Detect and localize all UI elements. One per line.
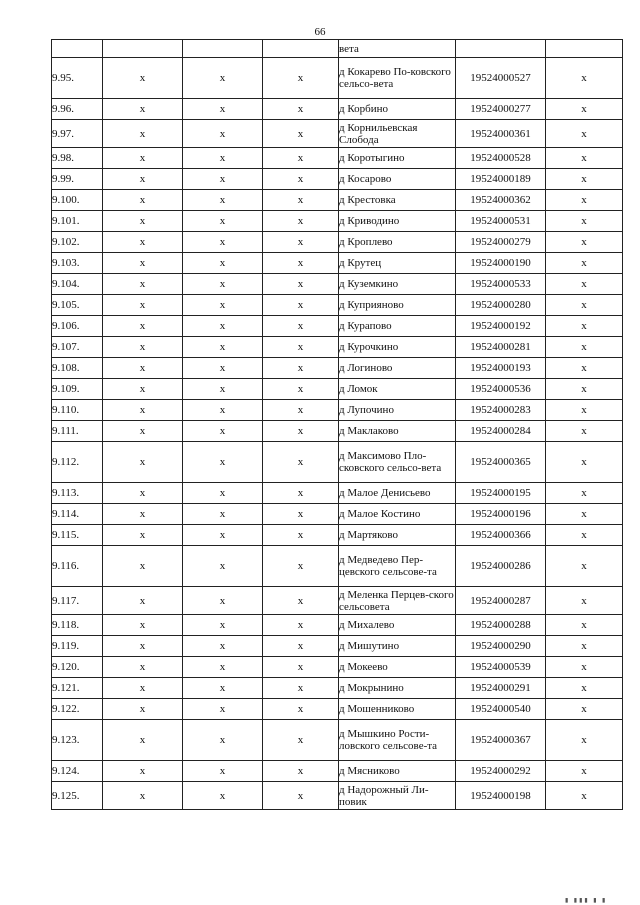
cell-mark: x xyxy=(263,525,339,546)
cell-code: 19524000292 xyxy=(456,761,546,782)
table-row xyxy=(52,274,623,295)
cell-number: 9.114. xyxy=(52,504,103,525)
cell-number: 9.98. xyxy=(52,148,103,169)
cell-number: 9.100. xyxy=(52,190,103,211)
cell-code: 19524000365 xyxy=(456,442,546,483)
cell-code: 19524000536 xyxy=(456,379,546,400)
cell-mark: x xyxy=(263,211,339,232)
cell-mark: x xyxy=(263,761,339,782)
cell-code: 19524000291 xyxy=(456,678,546,699)
cell-name: д Крутец xyxy=(339,253,456,274)
cell-number: 9.105. xyxy=(52,295,103,316)
cell-name: д Логиново xyxy=(339,358,456,379)
continuation-row xyxy=(52,40,623,58)
cell-mark: x xyxy=(103,525,183,546)
cell-mark: x xyxy=(183,699,263,720)
cell-code: 19524000527 xyxy=(456,58,546,99)
table-body xyxy=(52,40,623,810)
cell-mark: x xyxy=(183,379,263,400)
cell-number: 9.119. xyxy=(52,636,103,657)
table-row xyxy=(52,400,623,421)
cell-mark: x xyxy=(183,274,263,295)
cell-number: 9.108. xyxy=(52,358,103,379)
cell-code: 19524000277 xyxy=(456,99,546,120)
cell-mark: x xyxy=(546,504,623,525)
table-row xyxy=(52,358,623,379)
cell-number: 9.118. xyxy=(52,615,103,636)
settlements-table xyxy=(51,39,623,810)
cell-mark: x xyxy=(546,274,623,295)
cell-mark: x xyxy=(263,316,339,337)
cell-empty xyxy=(546,40,623,58)
cell-mark: x xyxy=(103,546,183,587)
cell-mark: x xyxy=(183,358,263,379)
cell-code: 19524000539 xyxy=(456,657,546,678)
cell-mark: x xyxy=(263,442,339,483)
cell-code: 19524000190 xyxy=(456,253,546,274)
cell-name: д Корбино xyxy=(339,99,456,120)
cell-empty xyxy=(456,40,546,58)
cell-code: 19524000367 xyxy=(456,720,546,761)
cell-code: 19524000198 xyxy=(456,782,546,810)
cell-mark: x xyxy=(263,699,339,720)
cell-name: д Медведево Пер-цевского сельсове-та xyxy=(339,546,456,587)
cell-code: 19524000284 xyxy=(456,421,546,442)
cell-mark: x xyxy=(103,148,183,169)
cell-code: 19524000531 xyxy=(456,211,546,232)
cell-empty xyxy=(263,40,339,58)
cell-mark: x xyxy=(263,337,339,358)
cell-mark: x xyxy=(546,190,623,211)
cell-mark: x xyxy=(103,211,183,232)
cell-number: 9.97. xyxy=(52,120,103,148)
cell-mark: x xyxy=(546,678,623,699)
cell-code: 19524000283 xyxy=(456,400,546,421)
cell-name: д Кроплево xyxy=(339,232,456,253)
cell-mark: x xyxy=(546,120,623,148)
cell-number: 9.110. xyxy=(52,400,103,421)
cell-mark: x xyxy=(546,316,623,337)
cell-mark: x xyxy=(103,169,183,190)
cell-mark: x xyxy=(103,761,183,782)
table-row xyxy=(52,546,623,587)
cell-code: 19524000528 xyxy=(456,148,546,169)
cell-mark: x xyxy=(183,337,263,358)
cell-mark: x xyxy=(263,546,339,587)
cell-code: 19524000192 xyxy=(456,316,546,337)
cell-empty xyxy=(52,40,103,58)
cell-mark: x xyxy=(546,148,623,169)
cell-mark: x xyxy=(263,169,339,190)
cell-mark: x xyxy=(263,232,339,253)
cell-empty xyxy=(183,40,263,58)
cell-mark: x xyxy=(103,400,183,421)
cell-mark: x xyxy=(546,442,623,483)
cell-number: 9.125. xyxy=(52,782,103,810)
cell-mark: x xyxy=(263,58,339,99)
cell-mark: x xyxy=(183,400,263,421)
cell-mark: x xyxy=(103,295,183,316)
cell-mark: x xyxy=(103,720,183,761)
table-row xyxy=(52,337,623,358)
cell-mark: x xyxy=(546,525,623,546)
page-number: 66 xyxy=(314,26,326,38)
cell-name: д Курочкино xyxy=(339,337,456,358)
table-row xyxy=(52,421,623,442)
cell-mark: x xyxy=(546,636,623,657)
cell-name: д Курапово xyxy=(339,316,456,337)
cell-mark: x xyxy=(546,211,623,232)
cell-mark: x xyxy=(183,211,263,232)
cell-name: д Корнильевская Слобода xyxy=(339,120,456,148)
cell-number: 9.122. xyxy=(52,699,103,720)
cell-mark: x xyxy=(103,274,183,295)
cell-mark: x xyxy=(183,657,263,678)
table-row xyxy=(52,253,623,274)
cell-name: д Мартяково xyxy=(339,525,456,546)
cell-mark: x xyxy=(103,99,183,120)
cell-code: 19524000533 xyxy=(456,274,546,295)
cell-mark: x xyxy=(263,483,339,504)
cell-mark: x xyxy=(183,615,263,636)
cell-number: 9.120. xyxy=(52,657,103,678)
cell-mark: x xyxy=(546,232,623,253)
cell-mark: x xyxy=(103,442,183,483)
cell-name: д Малое Костино xyxy=(339,504,456,525)
table-row xyxy=(52,99,623,120)
cell-mark: x xyxy=(103,615,183,636)
cell-mark: x xyxy=(263,120,339,148)
cell-number: 9.99. xyxy=(52,169,103,190)
cell-number: 9.124. xyxy=(52,761,103,782)
cell-number: 9.106. xyxy=(52,316,103,337)
cell-mark: x xyxy=(263,148,339,169)
cell-mark: x xyxy=(263,636,339,657)
cell-mark: x xyxy=(183,421,263,442)
cell-mark: x xyxy=(263,615,339,636)
table-row xyxy=(52,525,623,546)
cell-mark: x xyxy=(183,190,263,211)
cell-mark: x xyxy=(183,148,263,169)
cell-mark: x xyxy=(546,761,623,782)
cell-mark: x xyxy=(546,615,623,636)
table-row xyxy=(52,190,623,211)
cell-mark: x xyxy=(263,587,339,615)
cell-mark: x xyxy=(183,483,263,504)
cell-name: д Куприяново xyxy=(339,295,456,316)
cell-name: д Надорожный Ли-повик xyxy=(339,782,456,810)
cell-mark: x xyxy=(546,379,623,400)
cell-name: д Мишутино xyxy=(339,636,456,657)
cell-code: 19524000366 xyxy=(456,525,546,546)
cell-mark: x xyxy=(183,636,263,657)
cell-name: д Ломок xyxy=(339,379,456,400)
cell-mark: x xyxy=(263,358,339,379)
cell-mark: x xyxy=(546,253,623,274)
cell-code: 19524000196 xyxy=(456,504,546,525)
cell-code: 19524000286 xyxy=(456,546,546,587)
cell-mark: x xyxy=(183,120,263,148)
cell-name: д Коротыгино xyxy=(339,148,456,169)
cell-mark: x xyxy=(183,316,263,337)
cell-name: д Малое Денисьево xyxy=(339,483,456,504)
cell-mark: x xyxy=(546,720,623,761)
cell-mark: x xyxy=(103,504,183,525)
cell-code: 19524000288 xyxy=(456,615,546,636)
cell-mark: x xyxy=(546,58,623,99)
cell-mark: x xyxy=(183,58,263,99)
table-row xyxy=(52,379,623,400)
cell-mark: x xyxy=(103,337,183,358)
table-row xyxy=(52,615,623,636)
cell-mark: x xyxy=(263,421,339,442)
cell-mark: x xyxy=(103,58,183,99)
cell-name: д Криводино xyxy=(339,211,456,232)
cell-code: 19524000279 xyxy=(456,232,546,253)
cell-name: д Мошенниково xyxy=(339,699,456,720)
cell-mark: x xyxy=(183,504,263,525)
cell-number: 9.115. xyxy=(52,525,103,546)
cell-number: 9.113. xyxy=(52,483,103,504)
cell-mark: x xyxy=(546,546,623,587)
cell-code: 19524000189 xyxy=(456,169,546,190)
table-row xyxy=(52,483,623,504)
cell-code: 19524000287 xyxy=(456,587,546,615)
table-row xyxy=(52,316,623,337)
cell-mark: x xyxy=(263,678,339,699)
table-row xyxy=(52,587,623,615)
cell-mark: x xyxy=(546,657,623,678)
cell-mark: x xyxy=(546,587,623,615)
cell-name: д Меленка Перцев-ского сельсовета xyxy=(339,588,454,613)
cell-mark: x xyxy=(183,761,263,782)
cell-mark: x xyxy=(183,525,263,546)
cell-number: 9.112. xyxy=(52,442,103,483)
cell-mark: x xyxy=(183,253,263,274)
cell-code: 19524000280 xyxy=(456,295,546,316)
cell-name: д Мышкино Рости-ловского сельсове-та xyxy=(339,720,456,761)
cell-name: д Максимово Пло-сковского сельсо-вета xyxy=(339,442,456,483)
cell-mark: x xyxy=(546,169,623,190)
cell-name: д Куземкино xyxy=(339,274,456,295)
table-row xyxy=(52,232,623,253)
cell-number: 9.123. xyxy=(52,720,103,761)
cell-mark: x xyxy=(546,483,623,504)
cell-mark: x xyxy=(103,232,183,253)
cell-name: д Лупочино xyxy=(339,400,456,421)
cell-mark: x xyxy=(103,782,183,810)
cell-mark: x xyxy=(103,190,183,211)
cell-number: 9.117. xyxy=(52,587,103,615)
cell-number: 9.101. xyxy=(52,211,103,232)
cell-mark: x xyxy=(263,657,339,678)
cell-name: д Михалево xyxy=(339,615,456,636)
cell-mark: x xyxy=(103,421,183,442)
table-row xyxy=(52,761,623,782)
table-row xyxy=(52,699,623,720)
cell-name: д Косарово xyxy=(339,169,456,190)
cell-name: д Мокрынино xyxy=(339,678,456,699)
cell-number: 9.103. xyxy=(52,253,103,274)
cell-mark: x xyxy=(183,720,263,761)
cell-number: 9.95. xyxy=(52,58,103,99)
cell-mark: x xyxy=(183,678,263,699)
table-row xyxy=(52,211,623,232)
cell-mark: x xyxy=(263,720,339,761)
cell-mark: x xyxy=(183,442,263,483)
cell-mark: x xyxy=(263,190,339,211)
cell-code: 19524000193 xyxy=(456,358,546,379)
cell-mark: x xyxy=(546,358,623,379)
cell-name: вета xyxy=(339,40,456,58)
cell-name: д Мокеево xyxy=(339,657,456,678)
cell-code: 19524000195 xyxy=(456,483,546,504)
cell-mark: x xyxy=(103,483,183,504)
table-row xyxy=(52,148,623,169)
cell-mark: x xyxy=(263,400,339,421)
cell-mark: x xyxy=(546,99,623,120)
cell-code: 19524000290 xyxy=(456,636,546,657)
cell-mark: x xyxy=(546,337,623,358)
cell-mark: x xyxy=(103,120,183,148)
table-row xyxy=(52,58,623,99)
cell-mark: x xyxy=(263,782,339,810)
table-row xyxy=(52,504,623,525)
cell-mark: x xyxy=(263,253,339,274)
table-row xyxy=(52,720,623,761)
cell-mark: x xyxy=(263,274,339,295)
cell-number: 9.121. xyxy=(52,678,103,699)
cell-mark: x xyxy=(546,295,623,316)
cell-mark: x xyxy=(183,99,263,120)
cell-number: 9.96. xyxy=(52,99,103,120)
cell-empty xyxy=(103,40,183,58)
cell-mark: x xyxy=(183,232,263,253)
cell-mark: x xyxy=(183,295,263,316)
cell-name: д Маклаково xyxy=(339,421,456,442)
cell-mark: x xyxy=(263,295,339,316)
cell-mark: x xyxy=(546,421,623,442)
table-row xyxy=(52,120,623,148)
cell-number: 9.109. xyxy=(52,379,103,400)
cell-mark: x xyxy=(103,358,183,379)
cell-code: 19524000362 xyxy=(456,190,546,211)
cell-mark: x xyxy=(103,636,183,657)
cell-mark: x xyxy=(546,400,623,421)
table-row xyxy=(52,782,623,810)
cell-mark: x xyxy=(183,587,263,615)
table-row xyxy=(52,636,623,657)
cell-mark: x xyxy=(263,99,339,120)
cell-mark: x xyxy=(183,169,263,190)
cell-code: 19524000540 xyxy=(456,699,546,720)
cell-code: 19524000361 xyxy=(456,120,546,148)
cell-number: 9.111. xyxy=(52,421,103,442)
cell-mark: x xyxy=(546,782,623,810)
cell-mark: x xyxy=(183,782,263,810)
table-row xyxy=(52,169,623,190)
cell-number: 9.104. xyxy=(52,274,103,295)
scan-marks: ▮ ▮▮▮ ▮ ▮ xyxy=(565,898,608,904)
cell-name: д Мясниково xyxy=(339,761,456,782)
cell-mark: x xyxy=(103,699,183,720)
cell-number: 9.102. xyxy=(52,232,103,253)
cell-name: д Кокарево По-ковского сельсо-вета xyxy=(339,58,456,99)
cell-number: 9.116. xyxy=(52,546,103,587)
cell-number: 9.107. xyxy=(52,337,103,358)
cell-code: 19524000281 xyxy=(456,337,546,358)
cell-mark: x xyxy=(103,253,183,274)
cell-mark: x xyxy=(103,587,183,615)
cell-name: д Крестовка xyxy=(339,190,456,211)
table-row xyxy=(52,295,623,316)
table-row xyxy=(52,678,623,699)
cell-mark: x xyxy=(103,657,183,678)
cell-mark: x xyxy=(263,379,339,400)
cell-mark: x xyxy=(183,546,263,587)
cell-mark: x xyxy=(263,504,339,525)
cell-mark: x xyxy=(546,699,623,720)
table-row xyxy=(52,442,623,483)
table-row xyxy=(52,657,623,678)
cell-mark: x xyxy=(103,678,183,699)
cell-mark: x xyxy=(103,379,183,400)
cell-mark: x xyxy=(103,316,183,337)
